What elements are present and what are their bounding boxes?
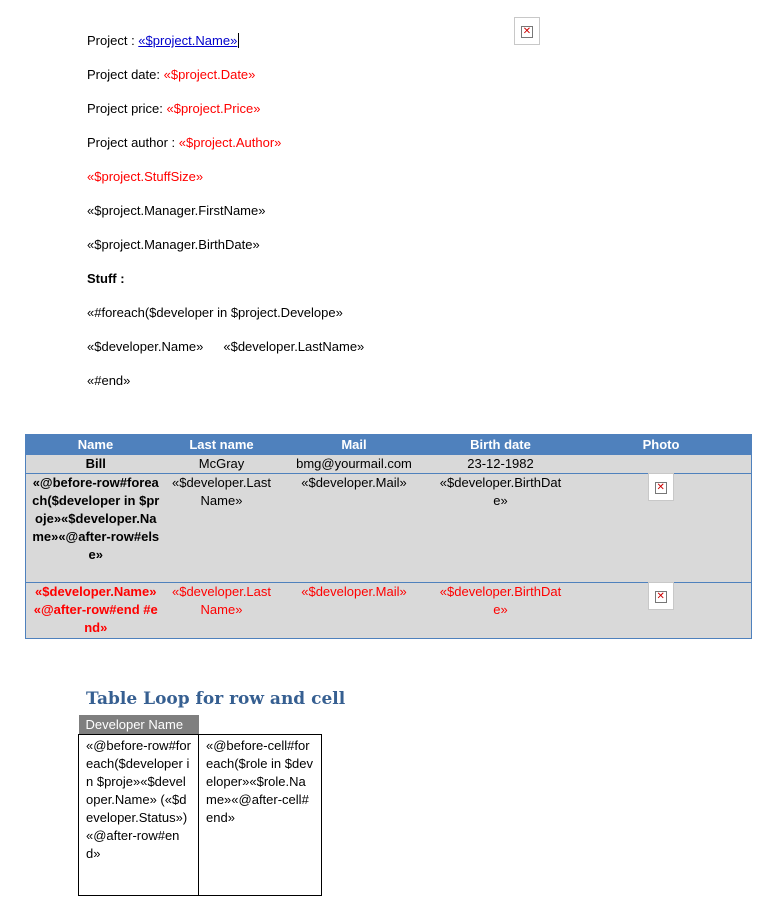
stuff-size-field[interactable]: «$project.StuffSize» [87, 169, 204, 184]
loop-header-row [79, 715, 322, 734]
project-author-line [87, 135, 281, 150]
developer-table [25, 434, 752, 639]
price-field[interactable]: «$project.Price» [166, 101, 261, 116]
cell-birth-date[interactable]: «$developer.BirthDate» [431, 583, 571, 639]
empty-header [199, 715, 322, 734]
table-header-row [26, 435, 752, 455]
date-label: Project date: [87, 67, 164, 82]
project-name-field[interactable]: «$project.Name» [138, 33, 238, 48]
manager-birth-date-field[interactable]: «$project.Manager.BirthDate» [87, 237, 260, 252]
broken-image-icon[interactable] [648, 582, 674, 610]
developer-name-field[interactable]: «$developer.Name» [87, 339, 204, 354]
header-last-name: Last name [166, 435, 278, 455]
table-row [26, 474, 752, 583]
loop-cell-row[interactable]: «@before-row#foreach($developer in $proje»«$developer.Name» («$developer.Status») «@after-row#end» [79, 734, 199, 895]
cell-mail[interactable]: «$developer.Mail» [278, 583, 431, 639]
cell-photo[interactable] [571, 583, 752, 639]
header-mail: Mail [278, 435, 431, 455]
cell-birth-date[interactable]: 23-12-1982 [431, 455, 571, 474]
cell-photo[interactable] [571, 455, 752, 474]
loop-table [78, 715, 322, 896]
broken-image-glyph: ✕ [656, 482, 665, 493]
loop-cell-col[interactable]: «@before-cell#foreach($role in $developer»«$role.Name»«@after-cell#end» [199, 734, 322, 895]
developer-name-line [87, 339, 364, 354]
cell-last-name[interactable]: «$developer.LastName» [166, 474, 278, 583]
developer-last-name-field[interactable]: «$developer.LastName» [223, 339, 365, 354]
table-row [79, 734, 322, 895]
text-cursor [238, 33, 239, 48]
price-label: Project price: [87, 101, 167, 116]
header-photo: Photo [571, 435, 752, 455]
cell-name[interactable]: «@before-row#foreach($developer in $proje»«$developer.Name»«@after-row#else» [26, 474, 166, 583]
cell-mail[interactable]: bmg@yourmail.com [278, 455, 431, 474]
cell-last-name[interactable]: «$developer.LastName» [166, 583, 278, 639]
cell-mail[interactable]: «$developer.Mail» [278, 474, 431, 583]
broken-image-glyph: ✕ [522, 26, 532, 37]
broken-image-glyph: ✕ [656, 591, 665, 602]
cell-photo[interactable] [571, 474, 752, 583]
broken-image-icon [514, 17, 540, 45]
broken-image-icon[interactable] [648, 473, 674, 501]
cell-birth-date[interactable]: «$developer.BirthDate» [431, 474, 571, 583]
cell-name[interactable]: Bill [26, 455, 166, 474]
developer-name-header: Developer Name [79, 715, 199, 734]
table-row [26, 583, 752, 639]
stuff-label: Stuff : [87, 271, 125, 286]
author-label: Project author : [87, 135, 179, 150]
header-birth-date: Birth date [431, 435, 571, 455]
end-line[interactable]: «#end» [87, 373, 131, 388]
header-name: Name [26, 435, 166, 455]
project-name-line [87, 33, 239, 48]
project-date-line [87, 67, 255, 82]
cell-last-name[interactable]: McGray [166, 455, 278, 474]
manager-first-name-field[interactable]: «$project.Manager.FirstName» [87, 203, 266, 218]
date-field[interactable]: «$project.Date» [163, 67, 256, 82]
cell-name[interactable]: «$developer.Name» «@after-row#end #end» [26, 583, 166, 639]
project-label: Project : [87, 33, 139, 48]
author-field[interactable]: «$project.Author» [178, 135, 282, 150]
table-row [26, 455, 752, 474]
project-price-line [87, 101, 260, 116]
section-heading: Table Loop for row and cell [86, 689, 346, 709]
foreach-line[interactable]: «#foreach($developer in $project.Develope» [87, 305, 343, 320]
